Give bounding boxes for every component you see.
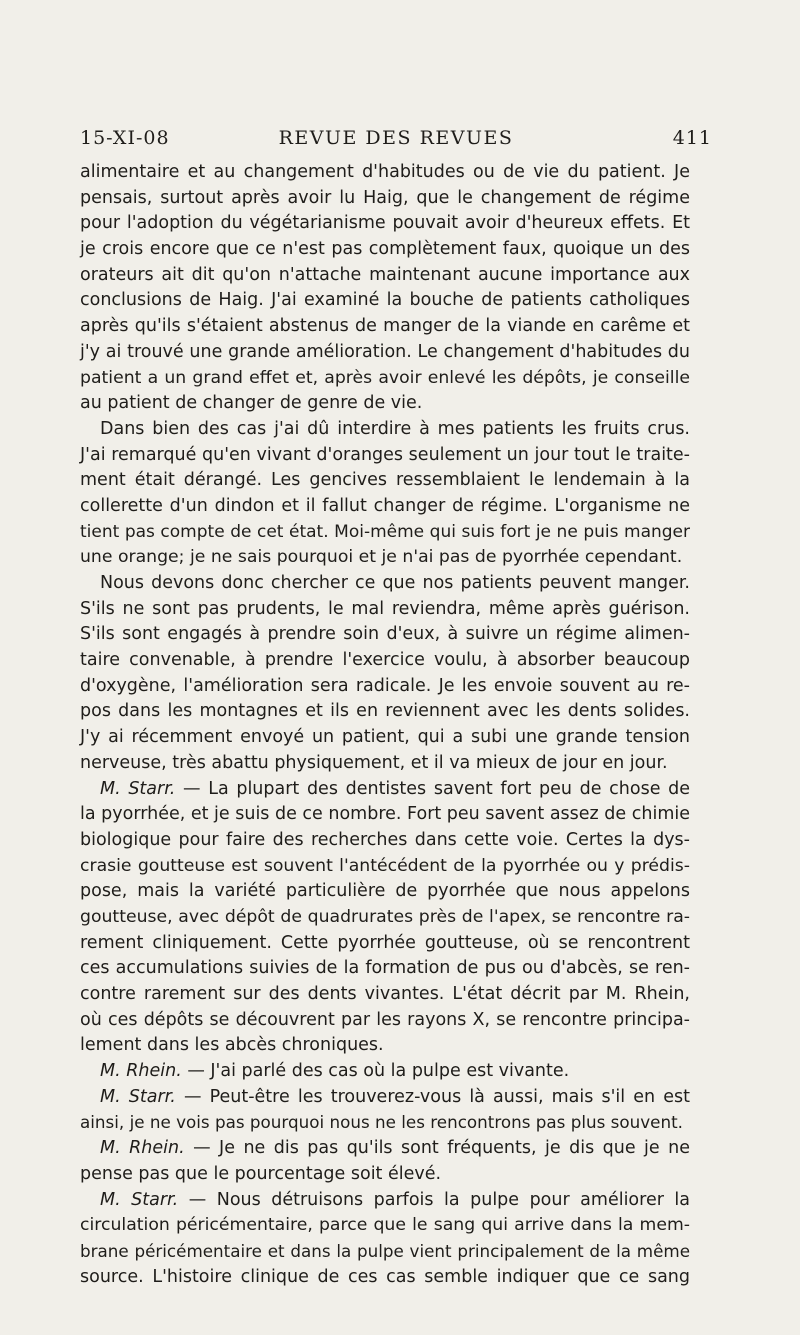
body-text [80, 160, 690, 1290]
text-line [80, 494, 690, 520]
text-line [80, 597, 690, 623]
line-text: — J'ai parlé des cas où la pulpe est vivante. [181, 1061, 570, 1082]
text-line [80, 1162, 690, 1188]
text-line [80, 288, 690, 314]
text-line [80, 520, 690, 546]
text-line [80, 905, 690, 931]
text-line [80, 956, 690, 982]
line-text: — La plupart des dentistes savent fort peu de chose de [175, 778, 690, 799]
text-line [80, 1188, 690, 1214]
line-text: J'ai remarqué qu'en vivant d'oranges seulement un jour tout le traite- [80, 444, 690, 465]
line-text: ces accumulations suivies de la formation de pus ou d'abcès, se ren- [80, 958, 690, 979]
text-line [80, 366, 690, 392]
text-line [80, 777, 690, 803]
line-text: j'y ai trouvé une grande amélioration. Le changement d'habitudes du [80, 341, 690, 362]
text-line [80, 931, 690, 957]
line-text: Nous devons donc chercher ce que nos patients peuvent manger. [100, 573, 690, 593]
line-text: rement cliniquement. Cette pyorrhée goutteuse, où se rencontrent [80, 932, 690, 953]
line-text: pos dans les montagnes et ils en reviennent avec les dents solides. [80, 701, 690, 722]
text-line [80, 1213, 690, 1239]
line-text: tient pas compte de cet état. Moi-même qui suis fort je ne puis manger [80, 521, 690, 542]
line-text: S'ils ne sont pas prudents, le mal reviendra, même après guérison. [80, 598, 690, 619]
text-line [80, 622, 690, 648]
text-line [80, 1239, 690, 1265]
line-text: Dans bien des cas j'ai dû interdire à mes patients les fruits crus. [100, 418, 690, 439]
line-text: orateurs ait dit qu'on n'attache maintenant aucune importance aux [80, 264, 690, 285]
text-line [80, 391, 690, 417]
speaker-name: M. Starr. [100, 1086, 176, 1107]
line-text: je crois encore que ce n'est pas complètement faux, quoique un des [80, 239, 690, 260]
text-line [80, 828, 690, 854]
line-text: — Nous détruisons parfois la pulpe pour améliorer la [178, 1189, 690, 1210]
journal-section-title: REVUE DES REVUES [278, 127, 514, 149]
text-line [80, 1110, 690, 1136]
line-text: biologique pour faire des recherches dans cette voie. Certes la dys- [80, 829, 690, 850]
text-line [80, 982, 690, 1008]
line-text: où ces dépôts se découvrent par les rayons X, se rencontre principa- [80, 1009, 690, 1030]
line-text: — Je ne dis pas qu'ils sont fréquents, je dis que je ne [184, 1138, 690, 1159]
text-line [80, 1085, 690, 1111]
line-text: d'oxygène, l'amélioration sera radicale. Je les envoie souvent au re- [80, 675, 690, 696]
text-line [80, 751, 690, 777]
line-text: goutteuse, avec dépôt de quadrurates près de l'apex, se rencontre ra- [80, 906, 690, 927]
line-text: lement dans les abcès chroniques. [80, 1035, 384, 1056]
line-text: source. L'histoire clinique de ces cas semble indiquer que ce sang [80, 1266, 690, 1287]
text-line [80, 186, 690, 212]
text-line [80, 237, 690, 263]
text-line [80, 854, 690, 880]
line-text: crasie goutteuse est souvent l'antécédent de la pyorrhée ou y prédis- [80, 855, 690, 876]
line-text: une orange; je ne sais pourquoi et je n'ai pas de pyorrhée cependant. [80, 547, 683, 568]
text-line [80, 263, 690, 289]
speaker-name: M. Starr. [100, 778, 176, 799]
line-text: pensais, surtout après avoir lu Haig, que le changement de régime [80, 187, 690, 208]
speaker-name: M. Rhein. [100, 1138, 185, 1159]
text-line [80, 1059, 690, 1085]
text-line [80, 160, 690, 186]
line-text: taire convenable, à prendre l'exercice voulu, à absorber beaucoup [80, 650, 690, 671]
line-text: — Peut-être les trouverez-vous là aussi, mais s'il en est [175, 1086, 690, 1107]
text-line [80, 443, 690, 469]
line-text: nerveuse, très abattu physiquement, et il va mieux de jour en jour. [80, 752, 668, 773]
text-line [80, 725, 690, 751]
text-line [80, 699, 690, 725]
line-text: après qu'ils s'étaient abstenus de manger de la viande en carême et [80, 316, 690, 337]
line-text: pose, mais la variété particulière de pyorrhée que nous appelons [80, 881, 690, 902]
line-text: patient a un grand effet et, après avoir enlevé les dépôts, je conseille [80, 367, 690, 388]
text-line [80, 1033, 690, 1059]
line-text: S'ils sont engagés à prendre soin d'eux, à suivre un régime alimen- [80, 624, 690, 645]
line-text: conclusions de Haig. J'ai examiné la bouche de patients catholiques [80, 290, 690, 311]
line-text: J'y ai récemment envoyé un patient, qui a subi une grande tension [80, 727, 690, 748]
speaker-name: M. Starr. [100, 1189, 179, 1210]
line-text: collerette d'un dindon et il fallut changer de régime. L'organisme ne [80, 495, 690, 516]
speaker-name: M. Rhein. [100, 1061, 182, 1082]
line-text: circulation péricémentaire, parce que le sang qui arrive dans la mem- [80, 1215, 690, 1236]
line-text: contre rarement sur des dents vivantes. L'état décrit par M. Rhein, [80, 984, 690, 1004]
line-text: pense pas que le pourcentage soit élevé. [80, 1163, 442, 1184]
text-line [80, 340, 690, 366]
text-line [80, 417, 690, 443]
running-head [80, 123, 712, 153]
line-text: la pyorrhée, et je suis de ce nombre. Fort peu savent assez de chimie [80, 804, 690, 825]
text-line [80, 468, 690, 494]
page-number: 411 [672, 127, 712, 149]
text-line [80, 1008, 690, 1034]
line-text: alimentaire et au changement d'habitudes ou de vie du patient. Je [80, 162, 690, 182]
text-line [80, 545, 690, 571]
line-text: au patient de changer de genre de vie. [80, 393, 423, 414]
line-text: brane péricémentaire et dans la pulpe vient principalement de la même [80, 1240, 690, 1261]
text-line [80, 648, 690, 674]
text-line [80, 879, 690, 905]
issue-date: 15-XI-08 [80, 127, 170, 149]
text-line [80, 1136, 690, 1162]
line-text: pour l'adoption du végétarianisme pouvait avoir d'heureux effets. Et [80, 213, 690, 234]
text-line [80, 674, 690, 700]
text-line [80, 802, 690, 828]
text-line [80, 571, 690, 597]
line-text: ainsi, je ne vois pas pourquoi nous ne les rencontrons pas plus souvent. [80, 1112, 683, 1133]
text-line [80, 1265, 690, 1291]
text-line [80, 211, 690, 237]
text-line [80, 314, 690, 340]
line-text: ment était dérangé. Les gencives ressemblaient le lendemain à la [80, 470, 690, 491]
